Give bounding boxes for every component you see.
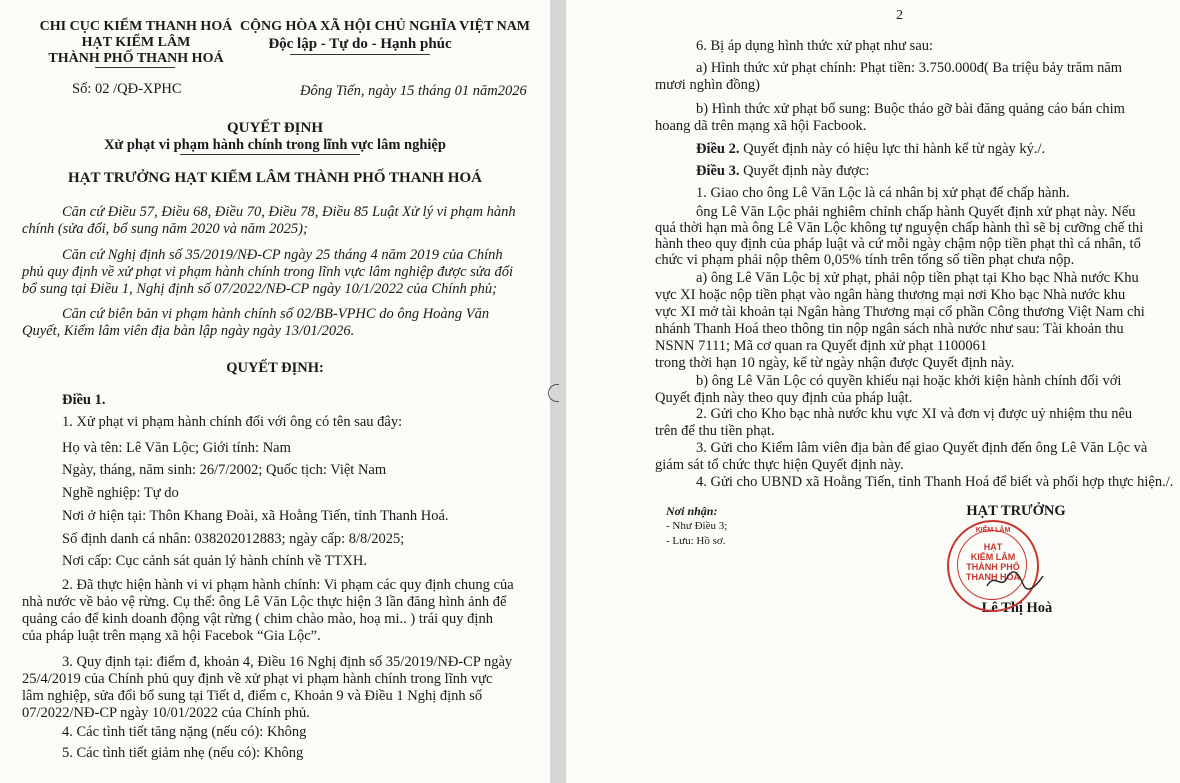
- page-number: 2: [896, 8, 903, 23]
- item-3-line-2: 25/4/2019 của Chính phủ quy định về xử phạt vi phạm hành chính trong lĩnh vực: [22, 671, 493, 687]
- page-fold-mark: [548, 384, 559, 402]
- article-3-text: Quyết định này được:: [739, 163, 870, 179]
- person-job: Nghề nghiệp: Tự do: [62, 485, 179, 501]
- recipient-1: - Như Điều 3;: [666, 520, 728, 532]
- assign-1b-line-4: chức vi phạm phải nộp thêm 0,05% tính trên tổng số tiền phạt chưa nộp.: [655, 252, 1075, 268]
- assign-3-line-2: giám sát tổ chức thực hiện Quyết định này.: [655, 457, 904, 473]
- article-1: Điều 1.: [62, 392, 106, 408]
- signer-name: Lê Thị Hoà: [981, 600, 1053, 616]
- assign-a-line-2: vực XI hoặc nộp tiền phạt vào ngân hàng thương mại nơi Kho bạc Nhà nước khu: [655, 287, 1126, 303]
- nation-header: CỘNG HÒA XÃ HỘI CHỦ NGHĨA VIỆT NAM: [240, 19, 531, 34]
- person-dob: Ngày, tháng, năm sinh: 26/7/2002; Quốc tịch: Việt Nam: [62, 462, 387, 478]
- page-2: [566, 0, 1180, 783]
- assign-3-line-1: 3. Gửi cho Kiểm lâm viên địa bàn để giao Quyết định đến ông Lê Văn Lộc và: [696, 440, 1148, 456]
- assign-a-line-4: nhánh Thanh Hoá theo thông tin nộp ngân sách nhà nước như sau: Tài khoản thu: [655, 321, 1124, 337]
- item-6b-line-1: b) Hình thức xử phạt bổ sung: Buộc tháo gỡ bài đăng quảng cáo bán chim: [696, 101, 1125, 117]
- org-line-2: HẠT KIỂM LÂM: [81, 35, 191, 50]
- decision-title: QUYẾT ĐỊNH: [227, 120, 323, 136]
- assign-a-line-1: a) ông Lê Văn Lộc bị xử phạt, phải nộp tiền phạt tại Kho bạc Nhà nước Khu: [696, 270, 1139, 286]
- page-1: [0, 0, 550, 783]
- person-id-issuer: Nơi cấp: Cục cảnh sát quản lý hành chính về TTXH.: [62, 553, 367, 569]
- basis-1-line-1: Căn cứ Điều 57, Điều 68, Điều 70, Điều 78, Điều 85 Luật Xử lý vi phạm hành: [62, 204, 516, 220]
- article-2: [696, 141, 1045, 158]
- basis-3-line-1: Căn cứ biên bản vi phạm hành chính số 02/BB-VPHC do ông Hoàng Văn: [62, 306, 490, 322]
- recipient-2: - Lưu: Hồ sơ.: [666, 535, 726, 547]
- item-2-line-3: quảng cáo để kinh doanh động vật rừng ( chim chào mào, hoạ mi.. ) trái quy định: [22, 611, 493, 627]
- subtitle-underline: [180, 154, 360, 155]
- item-3-line-4: 07/2022/NĐ-CP ngày 10/01/2022 của Chính phủ.: [22, 705, 310, 721]
- article-3: [696, 163, 869, 180]
- assign-2-line-2: trên để thu tiền phạt.: [655, 423, 775, 439]
- item-1: 1. Xử phạt vi phạm hành chính đối với ông có tên sau đây:: [62, 414, 403, 430]
- org-underline: [95, 67, 175, 68]
- seal-outer-text: KIỂM LÂM: [975, 527, 1011, 534]
- assign-b-line-1: b) ông Lê Văn Lộc có quyền khiếu nại hoặc khởi kiện hành chính đối với: [696, 373, 1122, 389]
- seal-line-2: KIỂM LÂM: [970, 552, 1016, 562]
- motto-underline: [290, 54, 430, 55]
- org-line-1: CHI CỤC KIỂM THANH HOÁ: [39, 19, 233, 34]
- assign-1b-line-1: ông Lê Văn Lộc phải nghiêm chỉnh chấp hành Quyết định xử phạt này. Nếu: [696, 204, 1136, 220]
- article-2-text: Quyết định này có hiệu lực thi hành kể từ ngày ký./.: [739, 141, 1046, 157]
- seal-line-3: THÀNH PHỐ: [966, 562, 1020, 572]
- item-6: 6. Bị áp dụng hình thức xử phạt như sau:: [696, 38, 934, 54]
- seal-line-4: THANH HOÁ: [966, 572, 1020, 582]
- document-number: Số: 02 /QĐ-XPHC: [72, 81, 182, 97]
- assign-4: 4. Gửi cho UBND xã Hoằng Tiến, tỉnh Thanh Hoá để biết và phối hợp thực hiện./.: [696, 474, 1174, 490]
- assign-b-line-2: Quyết định này theo quy định của pháp luật.: [655, 390, 913, 406]
- decides-heading: QUYẾT ĐỊNH:: [226, 360, 324, 376]
- official-seal: [947, 520, 1039, 612]
- org-line-3: THÀNH PHỐ THANH HOÁ: [48, 51, 224, 66]
- item-6a-line-1: a) Hình thức xử phạt chính: Phạt tiền: 3.750.000đ( Ba triệu bảy trăm năm: [696, 60, 1123, 76]
- authority-heading: HẠT TRƯỞNG HẠT KIỂM LÂM THÀNH PHỐ THANH HOÁ: [68, 170, 482, 186]
- basis-2-line-3: bổ sung tại Điều 1, Nghị định số 07/2022/NĐ-CP ngày 10/1/2022 của Chính phủ;: [22, 281, 498, 297]
- person-id: Số định danh cá nhân: 038202012883; ngày cấp: 8/8/2025;: [62, 531, 405, 547]
- assign-1b-line-2: quá thời hạn mà ông Lê Văn Lộc không tự nguyện chấp hành thì sẽ bị cưỡng chế thi: [655, 220, 1144, 236]
- recipients-label: Nơi nhận:: [666, 504, 718, 518]
- signer-title: HẠT TRƯỞNG: [966, 503, 1066, 519]
- signature: [985, 570, 1045, 592]
- basis-2-line-2: phủ quy định về xử phạt vi phạm hành chính trong lĩnh vực lâm nghiệp được sửa đổi: [22, 264, 514, 280]
- article-2-label: Điều 2.: [696, 141, 740, 157]
- article-3-label: Điều 3.: [696, 163, 740, 179]
- document-date: Đông Tiến, ngày 15 tháng 01 năm2026: [300, 83, 527, 99]
- item-3-line-1: 3. Quy định tại: điểm đ, khoản 4, Điều 16 Nghị định số 35/2019/NĐ-CP ngày: [62, 654, 513, 670]
- assign-2-line-1: 2. Gửi cho Kho bạc nhà nước khu vực XI và đơn vị được uỷ nhiệm thu nêu: [696, 406, 1133, 422]
- item-4: 4. Các tình tiết tăng nặng (nếu có): Không: [62, 724, 307, 740]
- basis-3-line-2: Quyết, Kiểm lâm viên địa bàn lập ngày ngày 13/01/2026.: [22, 323, 355, 339]
- item-6a-line-2: mươi nghìn đồng): [655, 77, 760, 93]
- motto: Độc lập - Tự do - Hạnh phúc: [268, 36, 452, 52]
- basis-1-line-2: chính (sửa đổi, bổ sung năm 2020 và năm 2025);: [22, 221, 308, 237]
- item-6b-line-2: hoang dã trên mạng xã hội Facbook.: [655, 118, 867, 134]
- assign-a-line-6: trong thời hạn 10 ngày, kể từ ngày nhận được Quyết định này.: [655, 355, 1015, 371]
- person-name: Họ và tên: Lê Văn Lộc; Giới tính: Nam: [62, 440, 291, 456]
- item-2-line-2: nhà nước về bảo vệ rừng. Cụ thể: ông Lê Văn Lộc thực hiện 3 lần đăng hình ảnh để: [22, 594, 507, 610]
- assign-a-line-3: vực XI mở tài khoản tại Ngân hàng Thương mại cổ phần Công thương Việt Nam chi: [655, 304, 1145, 320]
- decision-subtitle: Xử phạt vi phạm hành chính trong lĩnh vực lâm nghiệp: [104, 137, 446, 153]
- seal-line-1: HẠT: [983, 542, 1003, 552]
- item-2-line-1: 2. Đã thực hiện hành vi vi phạm hành chính: Vi phạm các quy định chung của: [62, 577, 514, 593]
- basis-2-line-1: Căn cứ Nghị định số 35/2019/NĐ-CP ngày 25 tháng 4 năm 2019 của Chính: [62, 247, 503, 263]
- item-2-line-4: của pháp luật trên mạng xã hội Facebok “Gia Lộc”.: [22, 628, 321, 644]
- assign-1b-line-3: hành theo quy định của pháp luật và cứ mỗi ngày chậm nộp tiền phạt thì cá nhân, tổ: [655, 236, 1141, 252]
- person-address: Nơi ở hiện tại: Thôn Khang Đoài, xã Hoằng Tiến, tỉnh Thanh Hoá.: [62, 508, 449, 524]
- assign-a-line-5: NSNN 7111; Mã cơ quan ra Quyết định xử phạt 1100061: [655, 338, 988, 354]
- item-3-line-3: lâm nghiệp, sửa đổi bổ sung tại Tiết d, điểm c, Khoản 9 và Điều 1 Nghị định số: [22, 688, 483, 704]
- assign-1: 1. Giao cho ông Lê Văn Lộc là cá nhân bị xử phạt để chấp hành.: [696, 185, 1070, 201]
- item-5: 5. Các tình tiết giảm nhẹ (nếu có): Không: [62, 745, 304, 761]
